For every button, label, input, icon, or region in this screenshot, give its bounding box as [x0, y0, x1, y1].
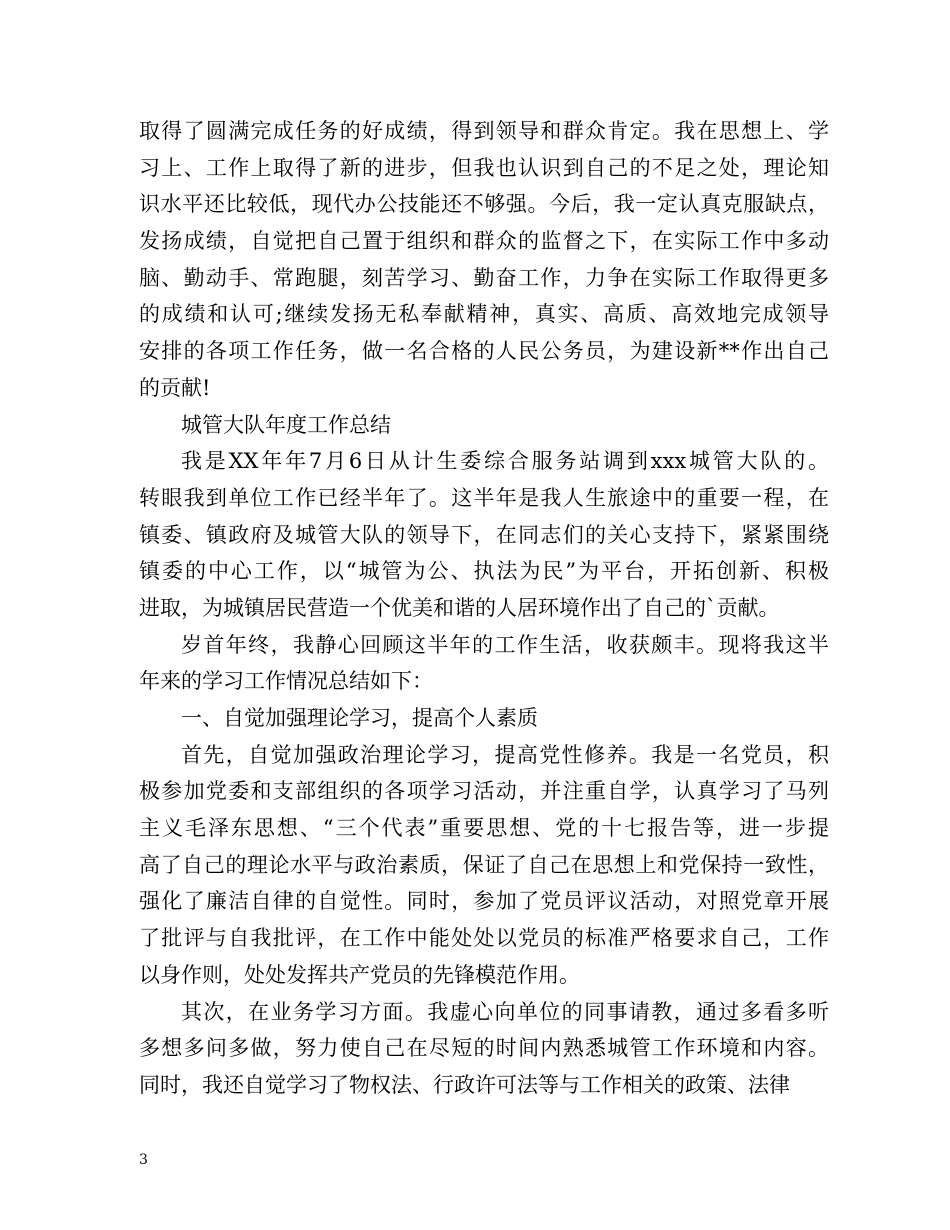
- text-line: 多想多问多做，努力使自己在尽短的时间内熟悉城管工作环境和内容。: [139, 1036, 829, 1061]
- text-line: 取得了圆满完成任务的好成绩，得到领导和群众肯定。我在思想上、学: [139, 119, 829, 143]
- text-line: 镇委、镇政府及城管大队的领导下，在同志们的关心支持下，紧紧围绕: [139, 522, 829, 547]
- text-line: 的成绩和认可;继续发扬无私奉献精神，真实、高质、高效地完成领导: [139, 302, 829, 327]
- document-body: [139, 113, 829, 1104]
- text-line: 安排的各项工作任务，做一名合格的人民公务员，为建设新**作出自己: [139, 339, 829, 364]
- text-line: 主义毛泽东思想、“三个代表”重要思想、党的十七报告等，进一步提: [139, 816, 829, 841]
- page-number: 3: [139, 1152, 148, 1168]
- text-line: 进取，为城镇居民营造一个优美和谐的人居环境作出了自己的`贡献。: [139, 595, 780, 620]
- text-line: 发扬成绩，自觉把自己置于组织和群众的监督之下，在实际工作中多动: [139, 229, 829, 254]
- text-line: 极参加党委和支部组织的各项学习活动，并注重自学，认真学习了马列: [139, 779, 829, 804]
- text-line: 高了自己的理论水平与政治素质，保证了自己在思想上和党保持一致性，: [139, 852, 829, 877]
- text-line: 脑、勤动手、常跑腿，刻苦学习、勤奋工作，力争在实际工作取得更多: [139, 265, 829, 290]
- text-line: 了批评与自我批评，在工作中能处处以党员的标准严格要求自己，工作: [139, 926, 829, 951]
- text-line: 习上、工作上取得了新的进步，但我也认识到自己的不足之处，理论知: [139, 155, 829, 180]
- text-line: 岁首年终，我静心回顾这半年的工作生活，收获颇丰。现将我这半: [181, 632, 829, 657]
- text-line: 首先，自觉加强政治理论学习，提高党性修养。我是一名党员，积: [181, 742, 829, 767]
- text-line: 我是XX年年7月6日从计生委综合服务站调到xxx城管大队的。: [181, 449, 829, 474]
- text-line: 的贡献!: [139, 375, 211, 400]
- text-line: 强化了廉洁自律的自觉性。同时，参加了党员评议活动，对照党章开展: [139, 889, 829, 914]
- text-line: 识水平还比较低，现代办公技能还不够强。今后，我一定认真克服缺点，: [139, 192, 829, 217]
- text-line: 以身作则，处处发挥共产党员的先锋模范作用。: [139, 962, 580, 987]
- text-line: 其次，在业务学习方面。我虚心向单位的同事请教，通过多看多听: [181, 999, 829, 1024]
- text-line: 年来的学习工作情况总结如下：: [139, 669, 433, 694]
- text-line: 城管大队年度工作总结: [181, 412, 391, 437]
- text-line: 镇委的中心工作，以“城管为公、执法为民”为平台，开拓创新、积极: [139, 559, 829, 584]
- text-line: 转眼我到单位工作已经半年了。这半年是我人生旅途中的重要一程，在: [139, 485, 829, 510]
- text-line: 同时，我还自觉学习了物权法、行政许可法等与工作相关的政策、法律: [139, 1072, 790, 1097]
- text-line: 一、自觉加强理论学习，提高个人素质: [181, 706, 538, 730]
